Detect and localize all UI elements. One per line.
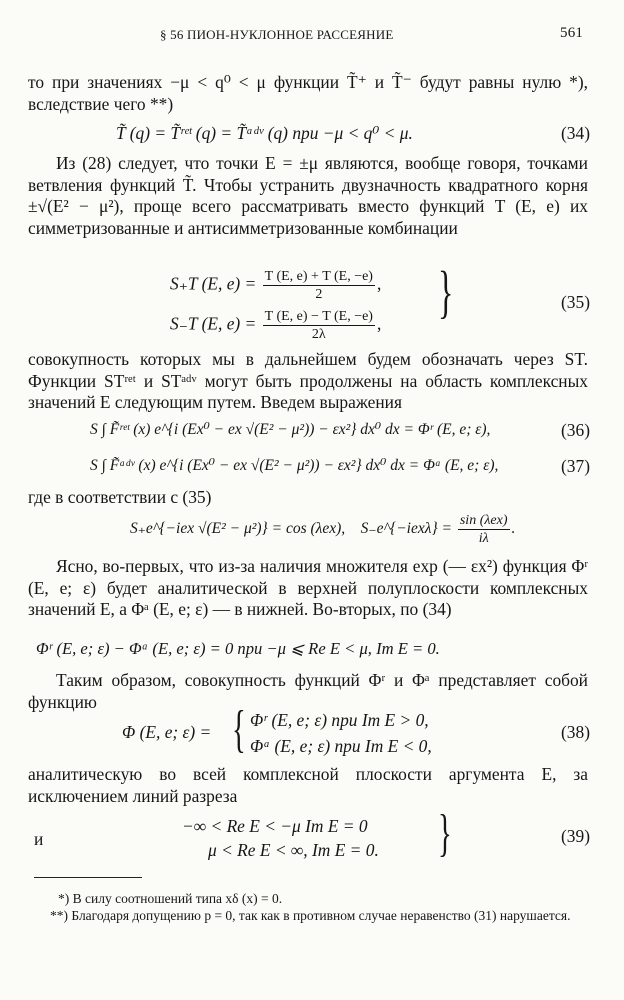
equation-34-number: (34)	[561, 123, 590, 143]
equation-38-left: Φ (E, e; ε) =	[122, 722, 212, 742]
footnote-2: **) Благодаря допущению p = 0, так как в противном случае неравенство (31) нарушается.	[50, 908, 571, 923]
footnote-rule	[34, 877, 142, 878]
equation-35-number: (35)	[561, 292, 590, 312]
equation-s-minus-left: S₋e^{−iexλ} =	[360, 520, 452, 538]
equation-phi-difference: Φʳ (E, e; ε) − Φᵃ (E, e; ε) = 0 при −μ ⩽ Re E < μ, Im E = 0.	[36, 639, 440, 658]
equation-34: T̃ (q) = T̃ʳᵉᵗ (q) = T̃ᵃᵈᵛ (q) при −μ < q⁰ < μ.	[116, 123, 413, 143]
paragraph-2: Из (28) следует, что точки E = ±μ являются, вообще говоря, точками ветвления функций T̃. Чтобы устранить двузначность квадратного корня ±√(E² − μ²), проще всего рассматривать вместо функций T (E, e) их симметризованные и антисимметризованные комбинации	[28, 153, 588, 238]
equation-35-line-2-left: S₋T (E, e) =	[170, 313, 257, 334]
equation-35-line-1-numerator: T (E, e) + T (E, −e)	[264, 269, 373, 284]
paragraph-4: где в соответствии с (35)	[28, 487, 212, 507]
equation-39-line-1: −∞ < Re E < −μ Im E = 0	[182, 816, 368, 836]
equation-35-line-2-fraction	[263, 308, 375, 343]
equation-38-line-2: Φᵃ (E, e; ε) при Im E < 0,	[250, 736, 432, 756]
page-number: 561	[560, 25, 584, 41]
equation-35-line-2-denominator: 2λ	[311, 327, 326, 342]
running-title: § 56 ПИОН-НУКЛОННОЕ РАССЕЯНИЕ	[160, 27, 394, 42]
equation-35-line-1: S₊T (E, e) = $\frac{T (E, e) + T (E, -e)}{2}$ ,	[170, 269, 382, 302]
equation-35-right-brace: }	[438, 259, 454, 324]
equation-s-minus-fraction	[458, 512, 510, 547]
footnote-1: *) В силу соотношений типа xδ (x) = 0.	[58, 891, 283, 906]
equation-s-operators: S₊e^{−iex √(E² − μ²)} = cos (λex), S₋e^{−iexλ} = $\frac{\text{sin (λex)}}{i\lambda}$ .	[130, 513, 516, 546]
equation-s-minus-denominator: iλ	[478, 531, 489, 546]
equation-38-line-1: Φʳ (E, e; ε) при Im E > 0,	[250, 710, 429, 730]
paragraph-6: Таким образом, совокупность функций Φʳ и Φᵃ представляет собой функцию	[28, 670, 588, 712]
equation-s-plus: S₊e^{−iex √(E² − μ²)} = cos (λex),	[130, 520, 346, 538]
equation-39-right-brace: }	[438, 805, 452, 862]
equation-38-left-brace: {	[232, 701, 246, 758]
equation-36: S ∫ F̃ʳᵉᵗ (x) e^{i (Ex⁰ − ex √(E² − μ²)) − εx²} dx⁰ dx = Φʳ (E, e; ε),	[90, 421, 491, 438]
equation-37: S ∫ F̃ᵃᵈᵛ (x) e^{i (Ex⁰ − ex √(E² − μ²)) − εx²} dx⁰ dx = Φᵃ (E, e; ε),	[90, 457, 499, 474]
equation-35-line-1-left: S₊T (E, e) =	[170, 273, 257, 294]
equation-38-number: (38)	[561, 722, 590, 742]
paragraph-1: то при значениях −μ < q⁰ < μ функции T̃⁺ и T̃⁻ будут равны нулю *), вследствие чего **)	[28, 72, 588, 114]
equation-35-line-2-numerator: T (E, e) − T (E, −e)	[264, 309, 373, 324]
paragraph-8-and: и	[34, 829, 44, 849]
paragraph-7: аналитическую во всей комплексной плоскости аргумента E, за исключением линий разреза	[28, 764, 588, 806]
equation-s-minus-numerator: sin (λex)	[459, 513, 508, 528]
equation-35-line-1-denominator: 2	[315, 287, 323, 302]
equation-35-line-2: S₋T (E, e) = $\frac{T (E, e) - T (E, -e)}{2\lambda}$ ,	[170, 309, 382, 342]
paragraph-5: Ясно, во-первых, что из-за наличия множителя exp (— εx²) функция Φʳ (E, e; ε) будет аналитической в верхней полуплоскости комплексных значений E, а Φᵃ (E, e; ε) — в нижней. Во-вторых, по (34)	[28, 556, 588, 620]
equation-39-line-2: μ < Re E < ∞, Im E = 0.	[208, 840, 379, 860]
paragraph-3: совокупность которых мы в дальнейшем будем обозначать через ST. Функции STʳᵉᵗ и STᵃᵈᵛ могут быть продолжены на область комплексных значений E следующим путем. Введем выражения	[28, 349, 588, 413]
equation-35-line-1-fraction	[263, 268, 375, 303]
equation-37-number: (37)	[561, 456, 590, 476]
equation-36-number: (36)	[561, 420, 590, 440]
equation-39-number: (39)	[561, 826, 590, 846]
